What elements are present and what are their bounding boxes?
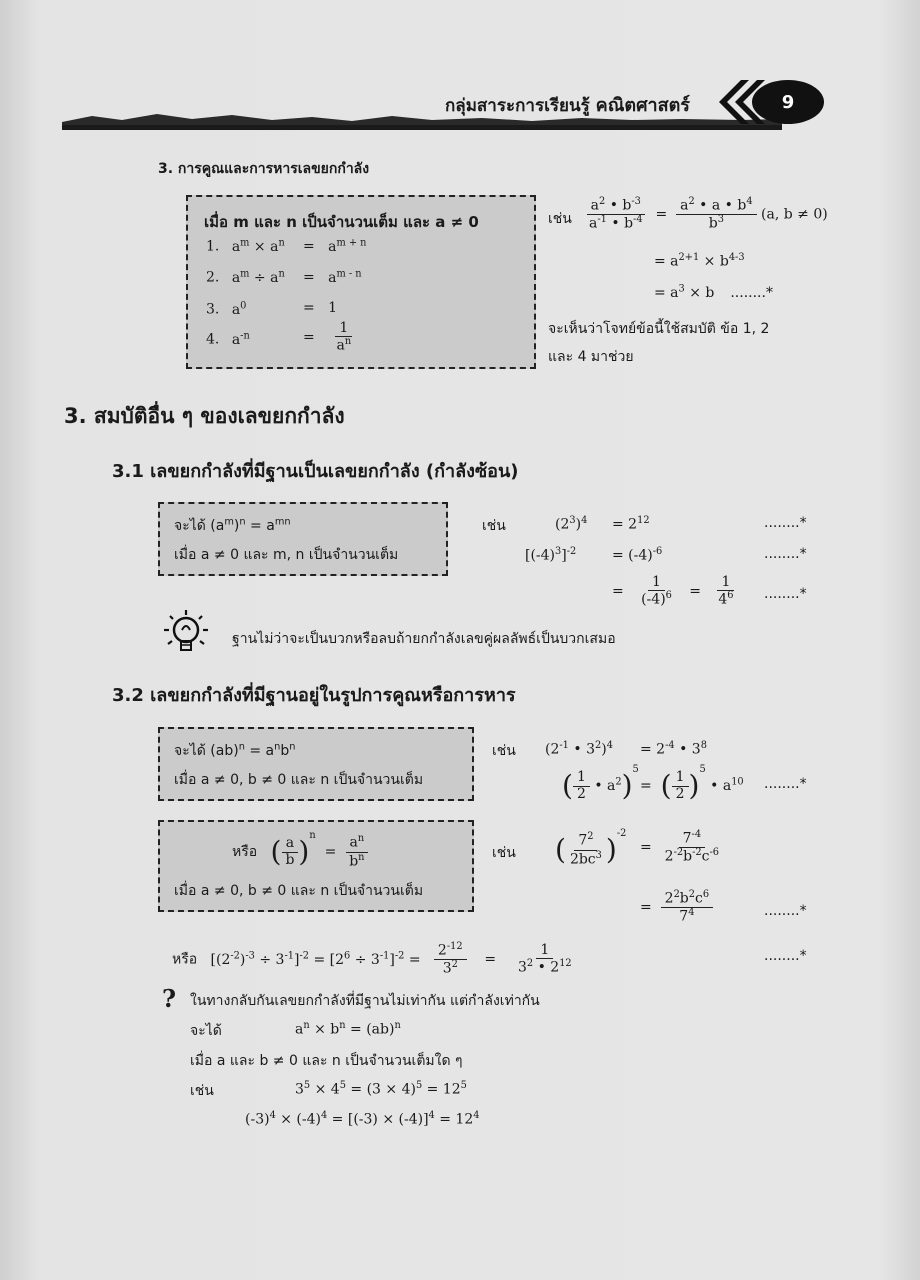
- end-mark: ........*: [764, 776, 807, 792]
- example-lhs: $(2^3)^4$: [555, 515, 588, 533]
- example-step: = $a^3 \times b$ ........*: [654, 283, 773, 301]
- example-step: = $a^{2+1} \times b^{4-3}$: [654, 252, 745, 270]
- example-lhs: ( $\frac{7^2}{2bc^3}$ )$^{-2}$: [555, 828, 627, 868]
- example-rhs: = $\frac{1}{(-4)^6}$ = $\frac{1}{4^6}$: [612, 574, 734, 609]
- rule-number: 1.: [206, 238, 220, 255]
- example-equation: หรือ $[(2^{-2})^{-3} \div 3^{-1}]^{-2} = [2^6 \div 3^{-1}]^{-2}$ = $\frac{2^{-12}}{3^2}$ = $\frac{1}{3^2 • 2^{12}}$: [172, 941, 572, 977]
- rule-statement: จะได้ $(a^m)^n = a^{mn}$: [174, 516, 291, 534]
- example-note: และ 4 มาช่วย: [548, 349, 634, 365]
- subsection-title: 3.1 เลขยกกำลังที่มีฐานเป็นเลขยกกำลัง (กำลังซ้อน): [112, 461, 519, 482]
- rule-condition: เมื่อ a ≠ 0, b ≠ 0 และ n เป็นจำนวนเต็ม: [174, 883, 424, 899]
- question-line: ในทางกลับกันเลขยกกำลังที่มีฐานไม่เท่ากัน แต่กำลังเท่ากัน: [190, 993, 540, 1009]
- end-mark: ........*: [764, 546, 807, 562]
- rules-condition: เมื่อ m และ n เป็นจำนวนเต็ม และ a ≠ 0: [204, 213, 479, 231]
- example-rhs: = $2^{12}$: [612, 515, 650, 533]
- end-mark: ........*: [764, 903, 807, 919]
- header-group-label: กลุ่มสาระการเรียนรู้: [445, 96, 590, 116]
- example-note: จะเห็นว่าโจทย์ข้อนี้ใช้สมบัติ ข้อ 1, 2: [548, 321, 770, 337]
- rule-condition: เมื่อ a ≠ 0, b ≠ 0 และ n เป็นจำนวนเต็ม: [174, 772, 424, 788]
- rule-row: [206, 268, 285, 286]
- rule-rhs: = 1: [303, 300, 338, 316]
- end-mark: ........*: [764, 515, 807, 531]
- rule-number: 4.: [206, 331, 220, 348]
- example-rhs: = $2^{-4}$ • $3^8$: [640, 740, 707, 758]
- question-label: จะได้: [190, 1023, 222, 1039]
- rule-rhs: = $a^{m + n}$: [303, 237, 367, 255]
- rule-number: 3.: [206, 301, 220, 318]
- rule-lhs: $a^m \times a^n$: [231, 237, 285, 255]
- rule-lhs: $a^0$: [231, 300, 247, 318]
- example-lhs: ($2^{-1}$ • $3^2)^4$: [545, 740, 613, 758]
- subsection-title: 3.2 เลขยกกำลังที่มีฐานอยู่ในรูปการคูณหรือการหาร: [112, 685, 516, 706]
- example-rhs: = $(-4)^{-6}$: [612, 546, 663, 564]
- question-line: เมื่อ a และ b ≠ 0 และ n เป็นจำนวนเต็มใด ๆ: [190, 1053, 463, 1069]
- rule-statement: จะได้ $(ab)^n = a^nb^n$: [174, 741, 296, 759]
- header-title: [445, 90, 690, 119]
- question-equation: $(-3)^4 \times (-4)^4 = [(-3) \times (-4)]^4 = 12^4$: [245, 1110, 480, 1128]
- example-rhs: = ( $\frac{1}{2}$ )$^5$ • $a^{10}$: [640, 764, 744, 802]
- rule-row: [206, 330, 250, 348]
- rule-statement: หรือ ( $\frac{a}{b}$ )$^n$ = $\frac{a^n}{b^n}$: [232, 830, 368, 870]
- rule-row: [206, 300, 246, 318]
- rule-condition: เมื่อ a ≠ 0 และ m, n เป็นจำนวนเต็ม: [174, 547, 399, 563]
- tip-text: ฐานไม่ว่าจะเป็นบวกหรือลบถ้ายกกำลังเลขคู่ผลลัพธ์เป็นบวกเสมอ: [232, 631, 616, 647]
- lightbulb-icon: [160, 608, 212, 660]
- example-label: เช่น: [548, 211, 572, 227]
- example-rhs: = $\frac{7^{-4}}{2^{-2}b^{-2}c^{-6}}$: [640, 829, 720, 865]
- rule-row: [206, 237, 285, 255]
- item-title: 3. การคูณและการหารเลขยกกำลัง: [158, 161, 370, 177]
- rule-rhs: = $a^{m - n}$: [303, 268, 362, 286]
- section-title: 3. สมบัติอื่น ๆ ของเลขยกกำลัง: [64, 404, 345, 428]
- end-mark: ........*: [764, 586, 807, 602]
- rule-lhs: $a^m \div a^n$: [231, 268, 285, 286]
- example-lhs: $[(-4)^3]^{-2}$: [525, 546, 577, 564]
- rule-rhs: = $\frac{1}{a^n}$: [303, 321, 355, 354]
- header-subject: คณิตศาสตร์: [595, 95, 690, 116]
- question-equation: $a^n \times b^n = (ab)^n$: [295, 1020, 401, 1038]
- rule-number: 2.: [206, 269, 220, 286]
- question-equation: $3^5 \times 4^5 = (3 \times 4)^5 = 12^5$: [295, 1080, 467, 1098]
- example-label: เช่น: [492, 845, 516, 861]
- question-label: เช่น: [190, 1083, 214, 1099]
- page-number: 9: [752, 80, 824, 124]
- end-mark: ........*: [764, 948, 807, 964]
- rule-lhs: $a^{-n}$: [231, 330, 250, 348]
- example-equation: $\frac{a^2 • b^{-3}}{a^{-1} • b^{-4}}$ = $\frac{a^2 • a • b^4}{b^3}$ (a, b ≠ 0): [585, 197, 828, 232]
- example-rhs: = $\frac{2^2b^2c^6}{7^4}$: [640, 890, 713, 925]
- question-mark-icon: ?: [162, 984, 177, 1013]
- example-label: เช่น: [492, 743, 516, 759]
- example-label: เช่น: [482, 518, 506, 534]
- example-lhs: ( $\frac{1}{2}$ • $a^2)^5$: [562, 764, 639, 802]
- fraction: $\frac{1}{a^n}$: [336, 320, 352, 355]
